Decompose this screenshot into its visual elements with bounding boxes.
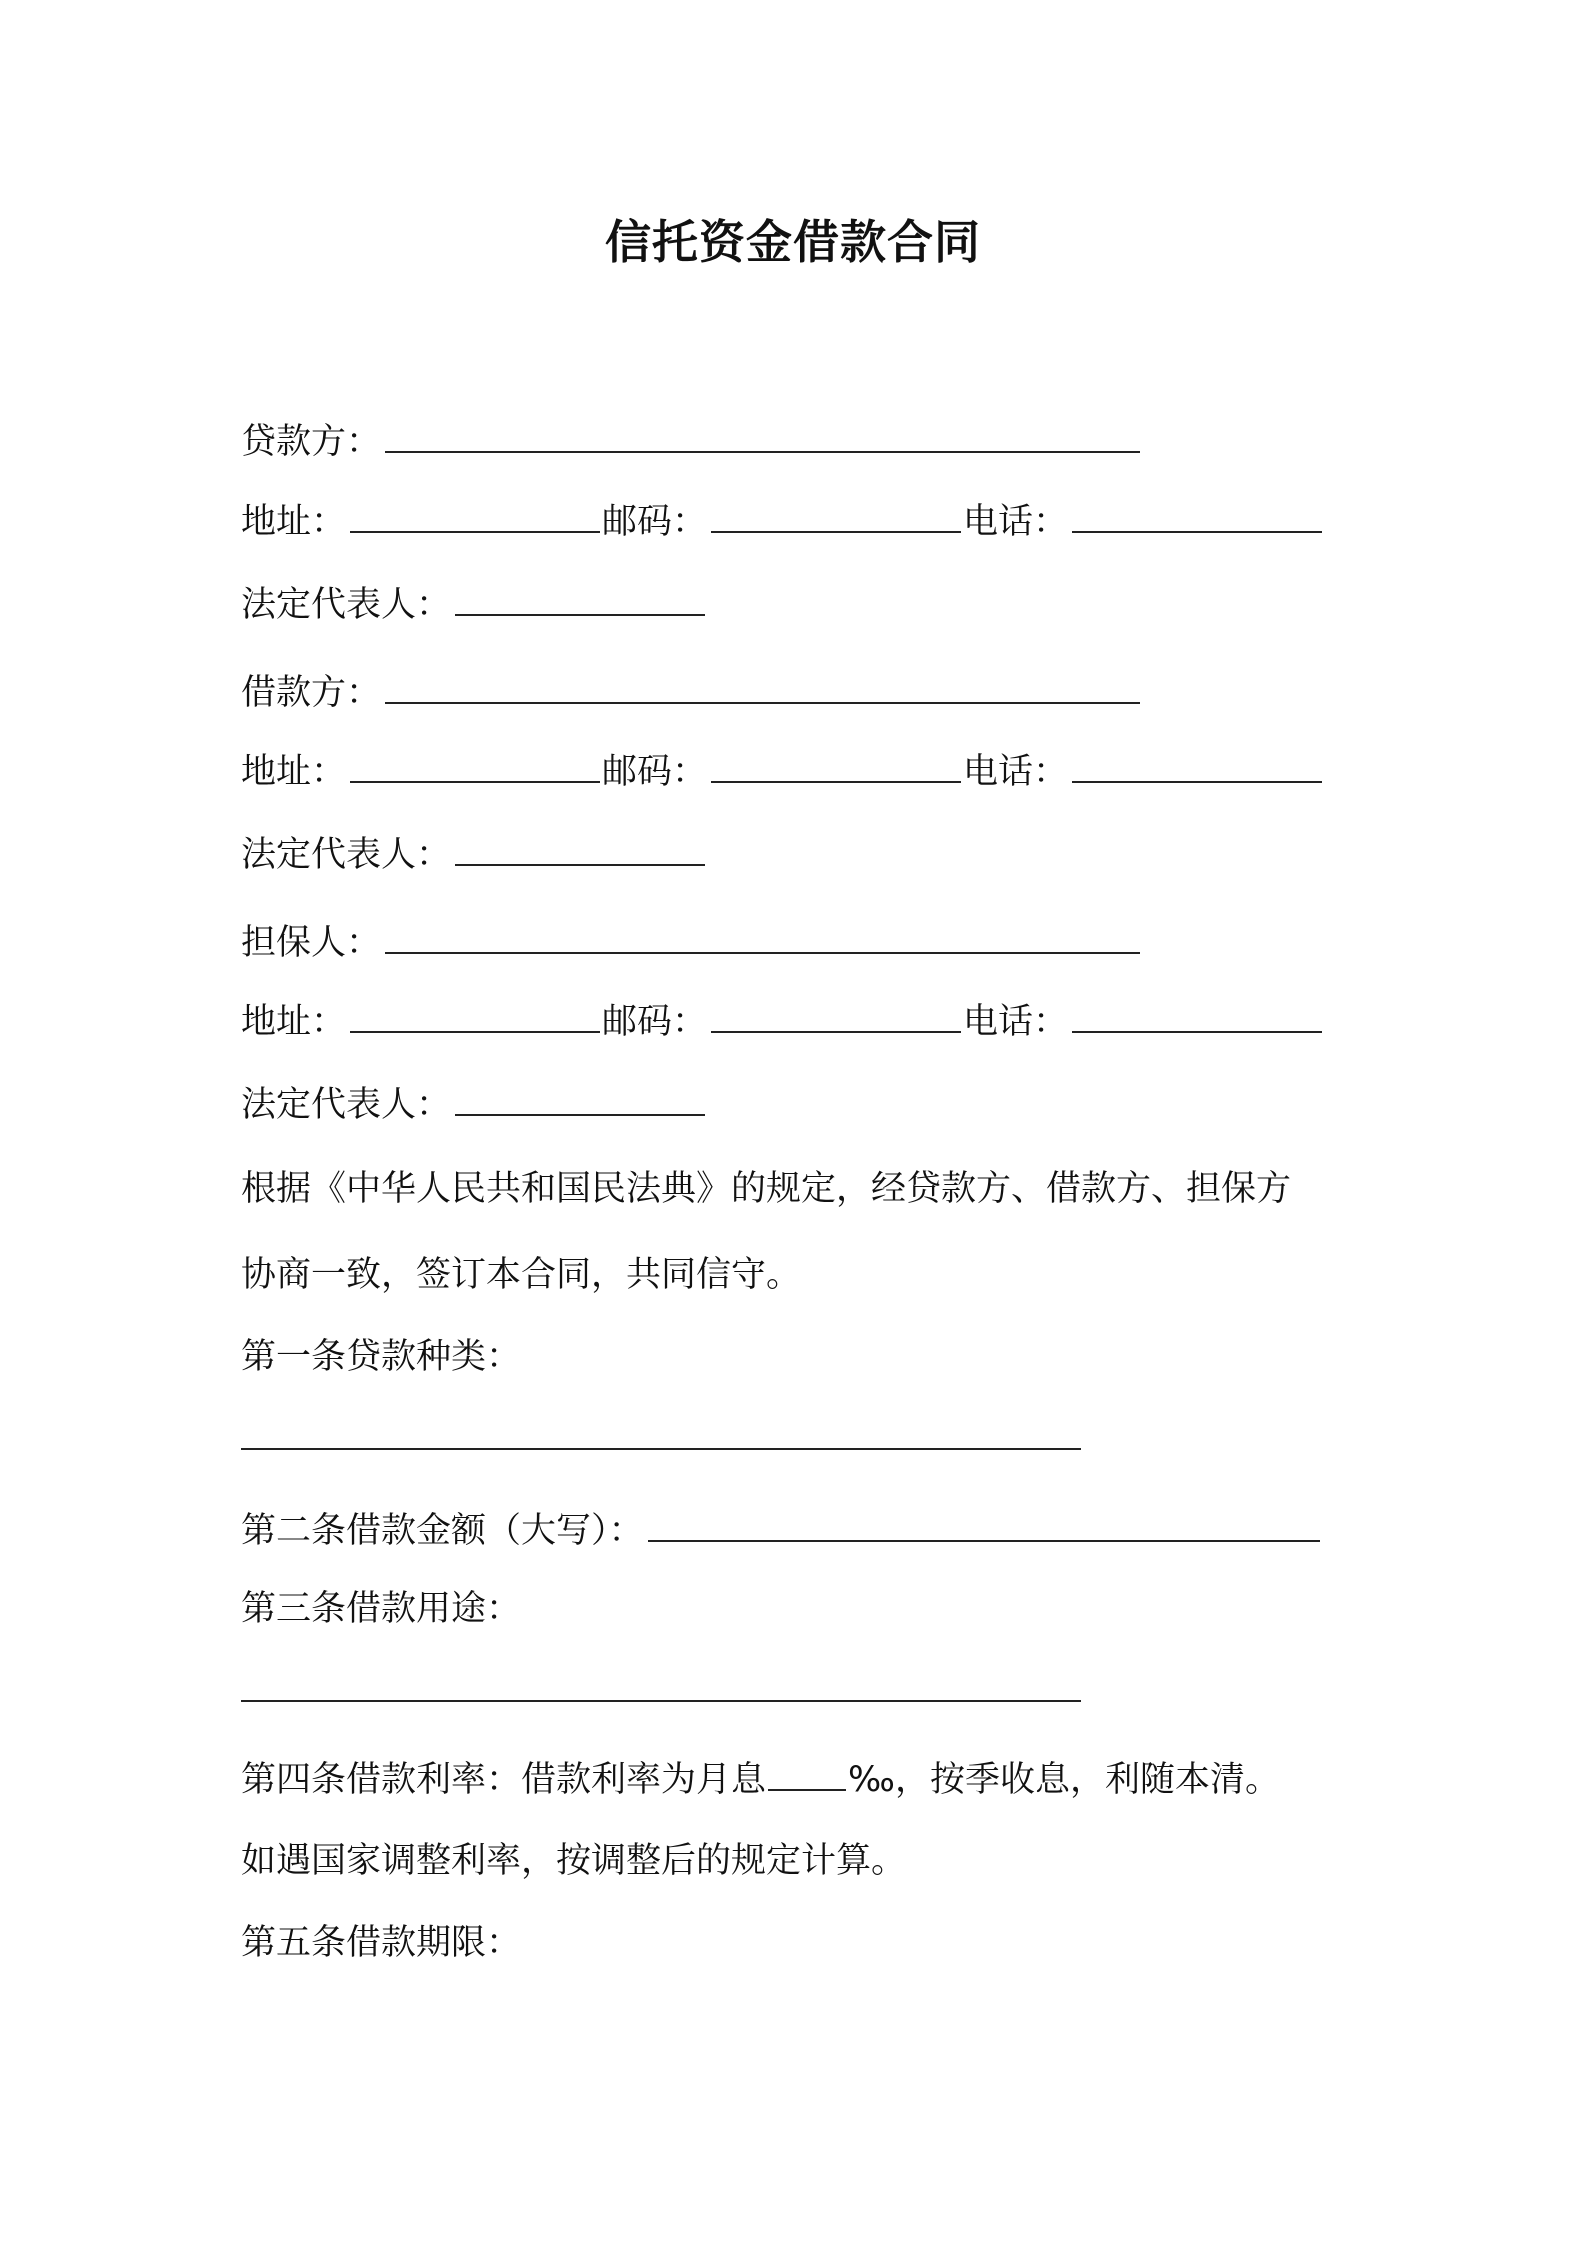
rep-label: 法定代表人： [241, 835, 452, 875]
borrower-rep-blank[interactable] [455, 828, 705, 866]
guarantor-rep-row [241, 1078, 707, 1130]
article-4-line-2: 如遇国家调整利率，按调整后的规定计算。 [241, 1841, 907, 1881]
lender-phone-blank[interactable] [1072, 495, 1322, 533]
lender-contact-row [241, 495, 1324, 547]
article-4-suffix: ‰，按季收息，利随本清。 [848, 1760, 1280, 1800]
lender-name-row [241, 415, 1142, 467]
preamble-line-2: 协商一致，签订本合同，共同信守。 [241, 1255, 802, 1295]
lender-label: 贷款方： [241, 422, 382, 462]
address-label: 地址： [241, 752, 347, 792]
article-4-prefix: 第四条借款利率：借款利率为月息 [241, 1760, 767, 1800]
interest-rate-blank[interactable] [768, 1753, 846, 1791]
lender-rep-blank[interactable] [455, 578, 705, 616]
article-1-blank-row [241, 1412, 1083, 1464]
loan-purpose-blank[interactable] [241, 1664, 1081, 1702]
guarantor-address-blank[interactable] [350, 995, 600, 1033]
article-1-heading: 第一条贷款种类： [241, 1337, 522, 1377]
lender-address-blank[interactable] [350, 495, 600, 533]
lender-postcode-blank[interactable] [711, 495, 961, 533]
borrower-postcode-blank[interactable] [711, 745, 961, 783]
article-2-heading: 第二条借款金额（大写）： [241, 1511, 644, 1551]
guarantor-postcode-blank[interactable] [711, 995, 961, 1033]
guarantor-name-row [241, 916, 1142, 968]
guarantor-label: 担保人： [241, 923, 382, 963]
article-4-row [241, 1753, 1280, 1805]
article-5-heading: 第五条借款期限： [241, 1923, 522, 1963]
rep-label: 法定代表人： [241, 1085, 452, 1125]
preamble-line-1: 根据《中华人民共和国民法典》的规定，经贷款方、借款方、担保方 [241, 1169, 1292, 1209]
borrower-rep-row [241, 828, 707, 880]
address-label: 地址： [241, 1002, 347, 1042]
postcode-label: 邮码： [602, 1002, 708, 1042]
document-title: 信托资金借款合同 [605, 215, 981, 269]
article-3-heading: 第三条借款用途： [241, 1589, 522, 1629]
lender-name-blank[interactable] [385, 415, 1140, 453]
address-label: 地址： [241, 502, 347, 542]
rep-label: 法定代表人： [241, 585, 452, 625]
borrower-label: 借款方： [241, 673, 382, 713]
phone-label: 电话： [963, 1002, 1069, 1042]
borrower-address-blank[interactable] [350, 745, 600, 783]
phone-label: 电话： [963, 502, 1069, 542]
guarantor-phone-blank[interactable] [1072, 995, 1322, 1033]
lender-rep-row [241, 578, 707, 630]
borrower-contact-row [241, 745, 1324, 797]
postcode-label: 邮码： [602, 752, 708, 792]
guarantor-contact-row [241, 995, 1324, 1047]
borrower-name-blank[interactable] [385, 666, 1140, 704]
loan-amount-blank[interactable] [648, 1504, 1320, 1542]
postcode-label: 邮码： [602, 502, 708, 542]
loan-type-blank[interactable] [241, 1412, 1081, 1450]
guarantor-rep-blank[interactable] [455, 1078, 705, 1116]
borrower-name-row [241, 666, 1142, 718]
phone-label: 电话： [963, 752, 1069, 792]
guarantor-name-blank[interactable] [385, 916, 1140, 954]
article-3-blank-row [241, 1664, 1083, 1716]
article-2-row [241, 1504, 1322, 1556]
borrower-phone-blank[interactable] [1072, 745, 1322, 783]
